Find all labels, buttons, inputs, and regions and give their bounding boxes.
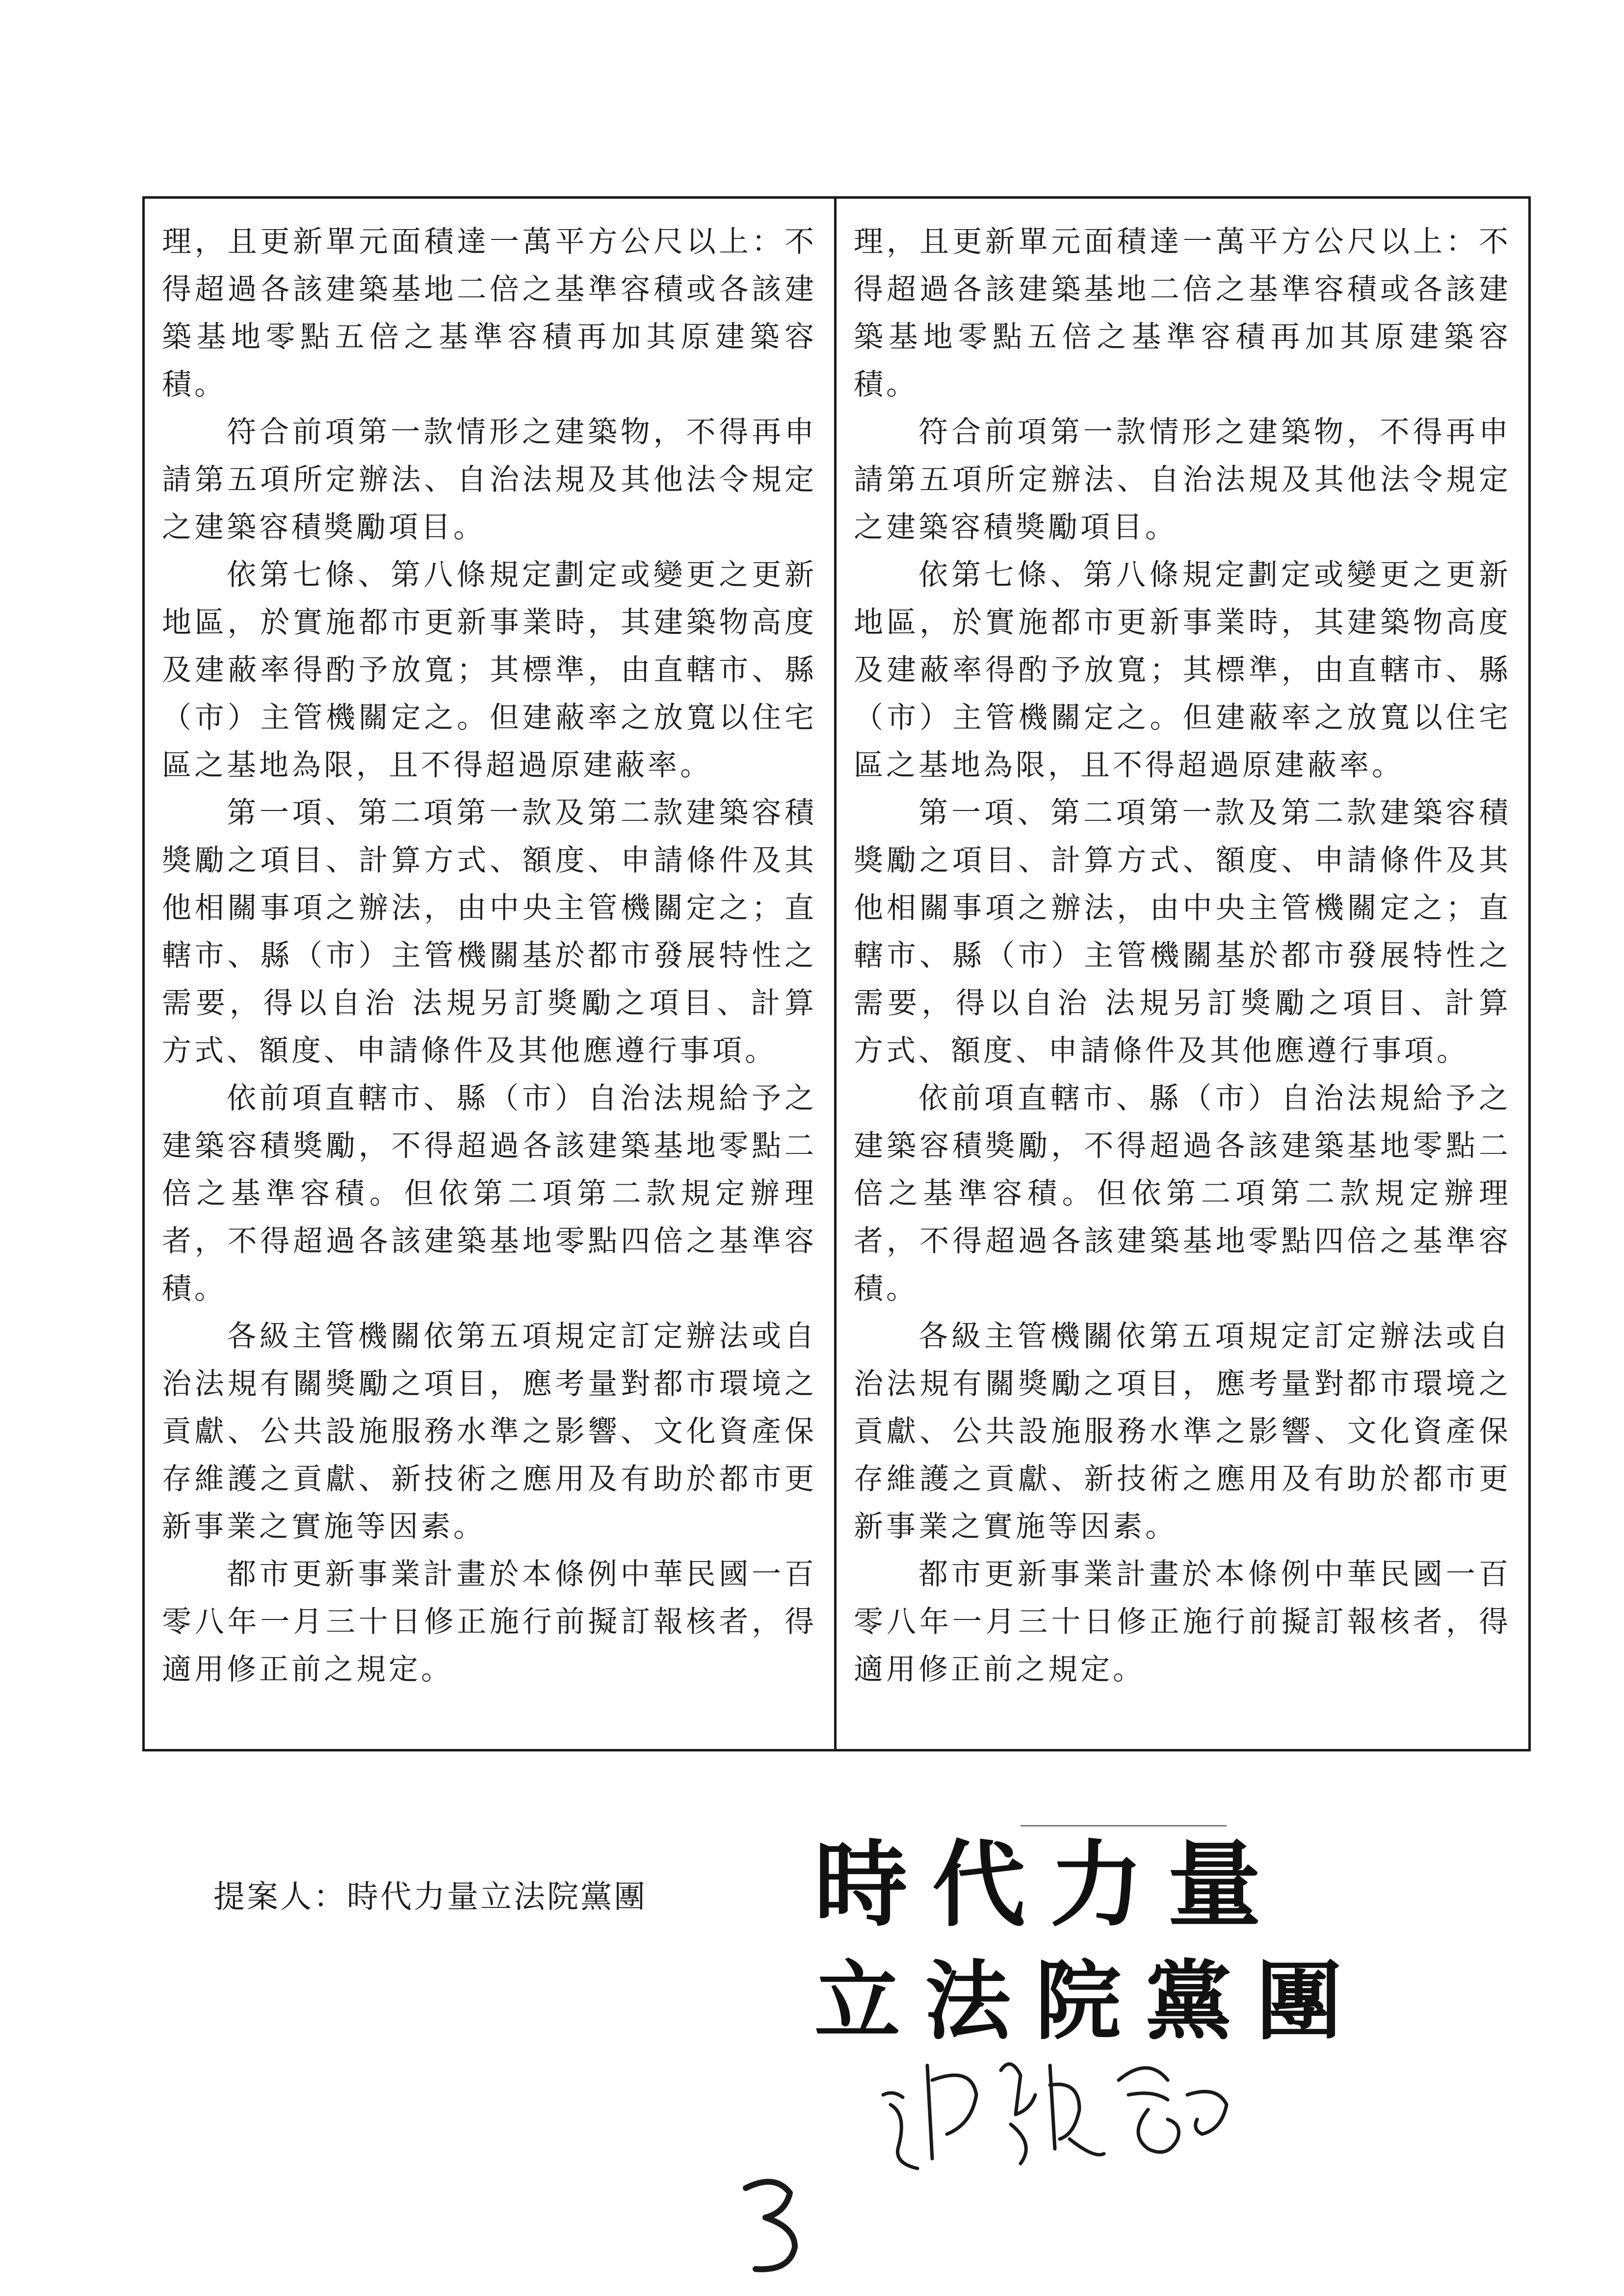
seal-line-2: 立法院黨團: [814, 1951, 1366, 2052]
right-paragraph-6: 各級主管機關依第五項規定訂定辦法或自治法規有關獎勵之項目，應考量對都市環境之貢獻、公共設施服務水準之影響、文化資產保存維護之貢獻、新技術之應用及有助於都市更新事業之實施等因素。: [854, 1319, 1511, 1544]
right-column: [837, 199, 1528, 1749]
left-column: [145, 199, 837, 1749]
left-paragraph-1: 理，且更新單元面積達一萬平方公尺以上：不得超過各該建築基地二倍之基準容積或各該建築基地零點五倍之基準容積再加其原建築容積。: [162, 225, 817, 402]
right-paragraph-7: 都市更新事業計畫於本條例中華民國一百零八年一月三十日修正施行前擬訂報核者，得適用修正前之規定。: [854, 1557, 1511, 1687]
right-paragraph-4: 第一項、第二項第一款及第二款建築容積獎勵之項目、計算方式、額度、申請條件及其他相關事項之辦法，由中央主管機關定之；直轄市、縣（市）主管機關基於都市發展特性之需要，得以自治 法規另訂獎勵之項目、計算方式、額度、申請條件及其他應遵行事項。: [854, 796, 1511, 1068]
left-paragraph-4: 第一項、第二項第一款及第二款建築容積獎勵之項目、計算方式、額度、申請條件及其他相關事項之辦法，由中央主管機關定之；直轄市、縣（市）主管機關基於都市發展特性之需要，得以自治 法規另訂獎勵之項目、計算方式、額度、申請條件及其他應遵行事項。: [162, 796, 817, 1068]
left-paragraph-6: 各級主管機關依第五項規定訂定辦法或自治法規有關獎勵之項目，應考量對都市環境之貢獻、公共設施服務水準之影響、文化資產保存維護之貢獻、新技術之應用及有助於都市更新事業之實施等因素。: [162, 1319, 817, 1544]
left-paragraph-7: 都市更新事業計畫於本條例中華民國一百零八年一月三十日修正施行前擬訂報核者，得適用修正前之規定。: [162, 1557, 817, 1687]
right-paragraph-5: 依前項直轄市、縣（市）自治法規給予之建築容積獎勵，不得超過各該建築基地零點二倍之基準容積。但依第二項第二款規定辦理者，不得超過各該建築基地零點四倍之基準容積。: [854, 1081, 1511, 1306]
seal-line-1: 時代力量: [814, 1830, 1286, 1939]
right-paragraph-3: 依第七條、第八條規定劃定或變更之更新地區，於實施都市更新事業時，其建築物高度及建蔽率得酌予放寬；其標準，由直轄市、縣（市）主管機關定之。但建蔽率之放寬以住宅區之基地為限，且不得超過原建蔽率。: [854, 558, 1511, 783]
comparison-table: [142, 196, 1531, 1751]
handwritten-signature: [873, 2036, 1256, 2198]
left-paragraph-3: 依第七條、第八條規定劃定或變更之更新地區，於實施都市更新事業時，其建築物高度及建蔽率得酌予放寬；其標準，由直轄市、縣（市）主管機關定之。但建蔽率之放寬以住宅區之基地為限，且不得超過原建蔽率。: [162, 558, 817, 783]
proposer-line: 提案人：時代力量立法院黨團: [213, 1879, 647, 1915]
right-paragraph-1: 理，且更新單元面積達一萬平方公尺以上：不得超過各該建築基地二倍之基準容積或各該建築基地零點五倍之基準容積再加其原建築容積。: [854, 225, 1511, 402]
left-paragraph-2: 符合前項第一款情形之建築物，不得再申請第五項所定辦法、自治法規及其他法令規定之建築容積獎勵項目。: [162, 415, 817, 545]
left-paragraph-5: 依前項直轄市、縣（市）自治法規給予之建築容積獎勵，不得超過各該建築基地零點二倍之基準容積。但依第二項第二款規定辦理者，不得超過各該建築基地零點四倍之基準容積。: [162, 1081, 817, 1306]
page-number-handwritten: [736, 2168, 810, 2276]
right-paragraph-2: 符合前項第一款情形之建築物，不得再申請第五項所定辦法、自治法規及其他法令規定之建築容積獎勵項目。: [854, 415, 1511, 545]
